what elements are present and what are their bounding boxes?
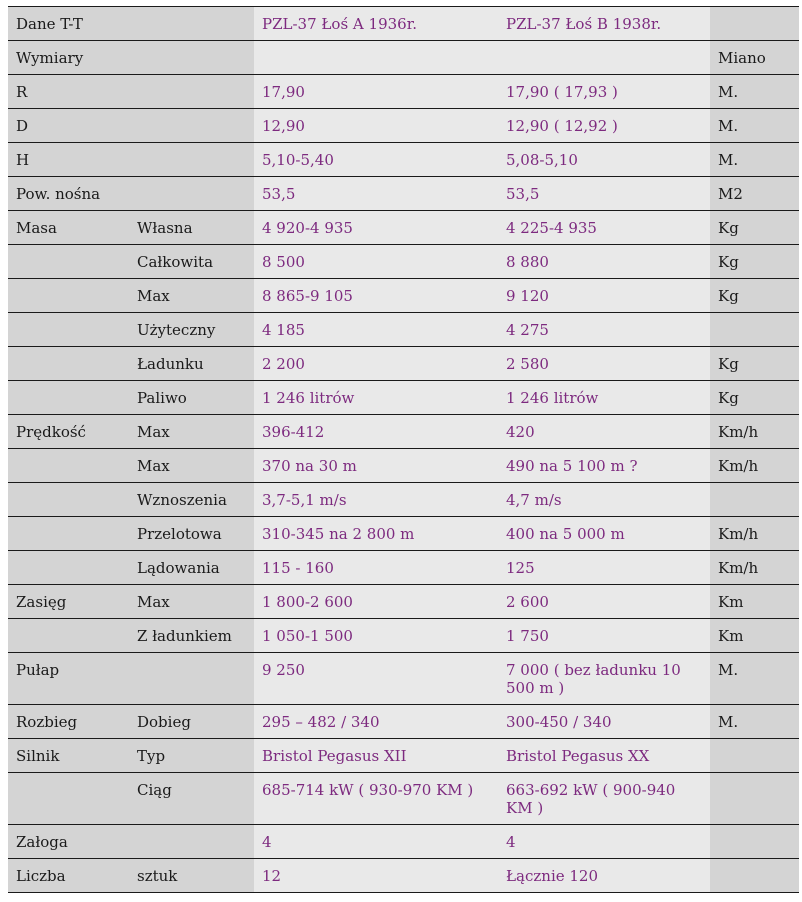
cell-los-a-value: 8 865-9 105	[254, 279, 498, 313]
cell-los-b-value: 17,90 ( 17,93 )	[498, 75, 710, 109]
cell-subcategory: Własna	[129, 211, 254, 245]
cell-category: R	[8, 75, 129, 109]
cell-category: Rozbieg	[8, 705, 129, 739]
cell-los-a-value: PZL-37 Łoś A 1936r.	[254, 7, 498, 41]
cell-subcategory	[129, 177, 254, 211]
cell-unit: M.	[710, 75, 799, 109]
cell-los-b-value: 4,7 m/s	[498, 483, 710, 517]
table-row	[8, 75, 799, 109]
cell-los-b-value: 125	[498, 551, 710, 585]
cell-los-b-value: 1 750	[498, 619, 710, 653]
cell-los-b-value: 400 na 5 000 m	[498, 517, 710, 551]
cell-los-a-value: 685-714 kW ( 930-970 KM )	[254, 773, 498, 825]
cell-category: Pułap	[8, 653, 129, 705]
cell-unit: Km	[710, 619, 799, 653]
cell-category: Masa	[8, 211, 129, 245]
cell-subcategory: Ładunku	[129, 347, 254, 381]
cell-unit: Kg	[710, 381, 799, 415]
table-row	[8, 517, 799, 551]
cell-los-a-value: 1 800-2 600	[254, 585, 498, 619]
cell-los-b-value: 4 225-4 935	[498, 211, 710, 245]
cell-unit: Km/h	[710, 415, 799, 449]
cell-los-b-value: 4 275	[498, 313, 710, 347]
cell-category: Pow. nośna	[8, 177, 129, 211]
specification-table	[8, 6, 799, 893]
table-row	[8, 109, 799, 143]
cell-category: H	[8, 143, 129, 177]
cell-los-a-value: 3,7-5,1 m/s	[254, 483, 498, 517]
cell-category: D	[8, 109, 129, 143]
cell-subcategory	[129, 75, 254, 109]
cell-category: Silnik	[8, 739, 129, 773]
cell-unit: M2	[710, 177, 799, 211]
cell-los-a-value: 9 250	[254, 653, 498, 705]
cell-category: Załoga	[8, 825, 129, 859]
cell-category	[8, 517, 129, 551]
cell-unit: Km/h	[710, 551, 799, 585]
table-row	[8, 7, 799, 41]
cell-los-b-value: 53,5	[498, 177, 710, 211]
cell-subcategory	[129, 109, 254, 143]
cell-unit: M.	[710, 705, 799, 739]
table-row	[8, 825, 799, 859]
cell-los-a-value: 1 246 litrów	[254, 381, 498, 415]
cell-category: Liczba	[8, 859, 129, 893]
cell-los-b-value: 8 880	[498, 245, 710, 279]
cell-subcategory: Lądowania	[129, 551, 254, 585]
table-row	[8, 279, 799, 313]
table-row	[8, 245, 799, 279]
cell-los-a-value: 53,5	[254, 177, 498, 211]
cell-category: Wymiary	[8, 41, 129, 75]
table-row	[8, 177, 799, 211]
cell-unit	[710, 859, 799, 893]
table-row	[8, 773, 799, 825]
cell-category	[8, 313, 129, 347]
cell-subcategory: Max	[129, 585, 254, 619]
cell-category	[8, 551, 129, 585]
cell-category	[8, 619, 129, 653]
cell-category: Dane T-T	[8, 7, 129, 41]
cell-los-a-value: 12,90	[254, 109, 498, 143]
cell-category	[8, 483, 129, 517]
table-row	[8, 585, 799, 619]
cell-subcategory: Max	[129, 415, 254, 449]
cell-unit: M.	[710, 143, 799, 177]
cell-category	[8, 449, 129, 483]
cell-los-a-value: 4 185	[254, 313, 498, 347]
cell-subcategory: sztuk	[129, 859, 254, 893]
cell-los-a-value: 17,90	[254, 75, 498, 109]
cell-subcategory: Paliwo	[129, 381, 254, 415]
cell-subcategory: Całkowita	[129, 245, 254, 279]
cell-unit	[710, 773, 799, 825]
table-row	[8, 551, 799, 585]
cell-los-b-value: 300-450 / 340	[498, 705, 710, 739]
cell-los-a-value: 5,10-5,40	[254, 143, 498, 177]
table-row	[8, 41, 799, 75]
table-row	[8, 739, 799, 773]
cell-unit: Km/h	[710, 449, 799, 483]
cell-los-a-value: 4	[254, 825, 498, 859]
cell-los-b-value: 420	[498, 415, 710, 449]
cell-subcategory: Max	[129, 449, 254, 483]
cell-unit: Kg	[710, 279, 799, 313]
cell-los-a-value: 4 920-4 935	[254, 211, 498, 245]
cell-subcategory: Użyteczny	[129, 313, 254, 347]
cell-los-b-value: 7 000 ( bez ładunku 10 500 m )	[498, 653, 710, 705]
table-row	[8, 211, 799, 245]
cell-los-b-value: PZL-37 Łoś B 1938r.	[498, 7, 710, 41]
cell-subcategory	[129, 653, 254, 705]
table-row	[8, 859, 799, 893]
cell-unit: Miano	[710, 41, 799, 75]
cell-los-b-value: 1 246 litrów	[498, 381, 710, 415]
cell-los-b-value: 2 600	[498, 585, 710, 619]
cell-category: Prędkość	[8, 415, 129, 449]
table-row	[8, 381, 799, 415]
cell-category	[8, 347, 129, 381]
cell-los-b-value: 4	[498, 825, 710, 859]
cell-los-b-value: Łącznie 120	[498, 859, 710, 893]
cell-los-a-value: 295 – 482 / 340	[254, 705, 498, 739]
cell-subcategory	[129, 143, 254, 177]
cell-los-a-value: 370 na 30 m	[254, 449, 498, 483]
table-row	[8, 449, 799, 483]
cell-subcategory: Typ	[129, 739, 254, 773]
cell-los-a-value: 1 050-1 500	[254, 619, 498, 653]
cell-los-b-value: 9 120	[498, 279, 710, 313]
table-row	[8, 705, 799, 739]
cell-category	[8, 245, 129, 279]
cell-los-b-value: 490 na 5 100 m ?	[498, 449, 710, 483]
table-row	[8, 143, 799, 177]
cell-unit: Km	[710, 585, 799, 619]
table-row	[8, 483, 799, 517]
cell-unit	[710, 739, 799, 773]
cell-unit: M.	[710, 109, 799, 143]
cell-los-a-value: 310-345 na 2 800 m	[254, 517, 498, 551]
cell-los-b-value: 663-692 kW ( 900-940 KM )	[498, 773, 710, 825]
cell-unit	[710, 825, 799, 859]
cell-subcategory: Z ładunkiem	[129, 619, 254, 653]
cell-subcategory: Ciąg	[129, 773, 254, 825]
table-row	[8, 415, 799, 449]
cell-los-a-value: 12	[254, 859, 498, 893]
cell-unit: Kg	[710, 347, 799, 381]
table-row	[8, 619, 799, 653]
cell-los-a-value: Bristol Pegasus XII	[254, 739, 498, 773]
table-row	[8, 347, 799, 381]
cell-los-b-value: 2 580	[498, 347, 710, 381]
table-row	[8, 313, 799, 347]
cell-unit: Km/h	[710, 517, 799, 551]
cell-subcategory	[129, 825, 254, 859]
cell-los-b-value: 12,90 ( 12,92 )	[498, 109, 710, 143]
cell-unit	[710, 483, 799, 517]
cell-subcategory	[129, 41, 254, 75]
cell-los-b-value: 5,08-5,10	[498, 143, 710, 177]
cell-unit: Kg	[710, 245, 799, 279]
cell-los-b-value	[498, 41, 710, 75]
cell-subcategory: Max	[129, 279, 254, 313]
cell-unit	[710, 313, 799, 347]
cell-unit: Kg	[710, 211, 799, 245]
cell-subcategory: Wznoszenia	[129, 483, 254, 517]
cell-category	[8, 381, 129, 415]
cell-category	[8, 773, 129, 825]
cell-category: Zasięg	[8, 585, 129, 619]
cell-los-a-value: 8 500	[254, 245, 498, 279]
cell-subcategory	[129, 7, 254, 41]
cell-category	[8, 279, 129, 313]
cell-los-a-value: 2 200	[254, 347, 498, 381]
cell-subcategory: Dobieg	[129, 705, 254, 739]
cell-los-a-value	[254, 41, 498, 75]
table-row	[8, 653, 799, 705]
cell-los-b-value: Bristol Pegasus XX	[498, 739, 710, 773]
cell-unit: M.	[710, 653, 799, 705]
cell-subcategory: Przelotowa	[129, 517, 254, 551]
cell-los-a-value: 115 - 160	[254, 551, 498, 585]
cell-unit	[710, 7, 799, 41]
cell-los-a-value: 396-412	[254, 415, 498, 449]
specification-table-body	[8, 7, 799, 893]
